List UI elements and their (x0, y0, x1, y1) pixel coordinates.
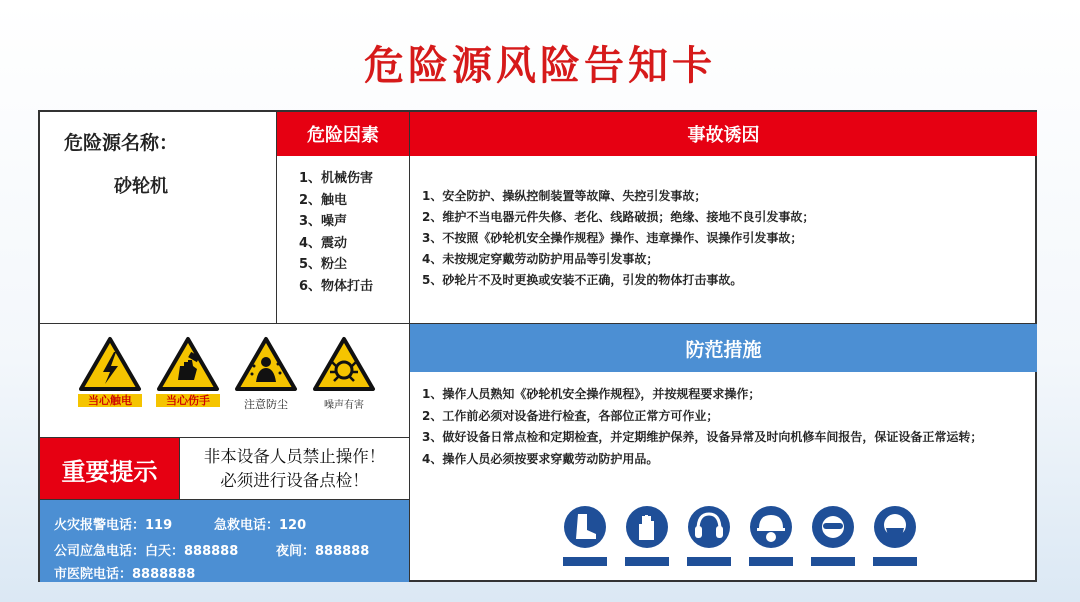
hazard-name-value: 砂轮机 (114, 176, 168, 197)
factor-item: 4、震动 (299, 235, 348, 251)
page-title: 危险源风险告知卡 (364, 43, 716, 89)
factors-header: 危险因素 (277, 112, 409, 156)
fire-phone: 火灾报警电话：119 (54, 518, 173, 533)
ppe-shoes (560, 504, 610, 566)
company-night-phone: 夜间：888888 (276, 544, 370, 559)
factor-item: 3、噪声 (299, 214, 348, 229)
factor-item: 6、物体打击 (299, 278, 374, 294)
safety-helmet-icon (748, 504, 794, 550)
factor-item: 5、粉尘 (299, 257, 348, 272)
causes-header: 事故诱因 (410, 112, 1037, 156)
ppe-icons-row (560, 504, 900, 574)
emergency-phones-cell (40, 499, 409, 582)
notice-line: 必须进行设备点检！ (220, 471, 369, 490)
sign-electric (74, 336, 146, 407)
hospital-phone: 市医院电话：8888888 (54, 567, 196, 582)
notice-tag: 重要提示 (40, 438, 179, 500)
emergency-phone: 急救电话：120 (214, 518, 307, 533)
measures-header: 防范措施 (410, 324, 1037, 372)
sign-noise (308, 336, 380, 411)
cause-item: 3、不按照《砂轮机安全操作规程》操作、违章操作、误操作引发事故； (422, 231, 803, 245)
notice-line: 非本设备人员禁止操作！ (203, 447, 386, 466)
goggles-icon (810, 504, 856, 550)
hand-injury-warning-icon (156, 336, 220, 392)
ppe-helmet (746, 504, 796, 566)
factor-item: 1、机械伤害 (299, 171, 374, 186)
cause-item: 1、安全防护、操纵控制装置等故障、失控引发事故； (422, 189, 707, 203)
factors-list (299, 168, 373, 297)
ppe-goggles (808, 504, 858, 566)
cause-item: 2、维护不当电器元件失修、老化、线路破损；绝缘、接地不良引发事故； (422, 210, 815, 224)
sign-dust (230, 336, 302, 412)
sign-caption: 噪声有害 (324, 400, 364, 411)
risk-card (38, 110, 1037, 582)
notice-text (179, 438, 409, 500)
noise-warning-icon (312, 336, 376, 392)
factor-item: 2、触电 (299, 192, 348, 208)
hazard-name-cell (40, 112, 276, 323)
company-day-phone: 公司应急电话：白天：888888 (54, 544, 239, 559)
measure-item: 3、做好设备日常点检和定期检查，并定期维护保养，设备异常及时向机修车间报告，保证设备正常运转； (422, 430, 983, 444)
measure-item: 2、工作前必须对设备进行检查，各部位正常方可作业； (422, 408, 719, 423)
sign-caption: 当心伤手 (156, 394, 220, 407)
safety-shoes-icon (562, 504, 608, 550)
hazard-name-label: 危险源名称： (64, 132, 179, 154)
sign-caption: 当心触电 (78, 394, 142, 407)
dust-warning-icon (234, 336, 298, 392)
cause-item: 4、未按规定穿戴劳动防护用品等引发事故； (422, 252, 659, 266)
ppe-ear (684, 504, 734, 566)
ear-protection-icon (686, 504, 732, 550)
measures-list (422, 384, 1028, 470)
sign-hand (152, 336, 224, 407)
ppe-mask (870, 504, 920, 566)
sign-caption: 注意防尘 (244, 398, 288, 411)
prevention-measures-cell (409, 323, 1037, 582)
mask-icon (872, 504, 918, 550)
measure-item: 1、操作人员熟知《砂轮机安全操作规程》，并按规程要求操作； (422, 387, 761, 401)
gloves-icon (624, 504, 670, 550)
cause-item: 5、砂轮片不及时更换或安装不正确，引发的物体打击事故。 (422, 273, 743, 287)
accident-causes-cell (409, 112, 1037, 323)
hazard-factors-cell (276, 112, 409, 323)
causes-list (422, 186, 814, 291)
electric-shock-warning-icon (78, 336, 142, 392)
important-notice-cell (40, 437, 409, 499)
warning-signs-cell (40, 323, 409, 437)
ppe-gloves (622, 504, 672, 566)
measure-item: 4、操作人员必须按要求穿戴劳动防护用品。 (422, 451, 659, 466)
